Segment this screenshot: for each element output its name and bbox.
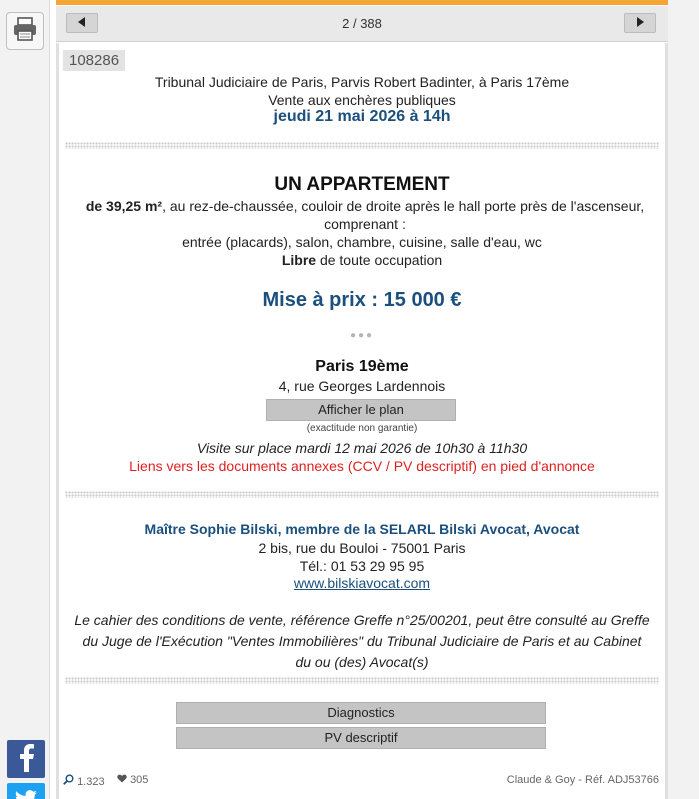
lot-title: UN APPARTEMENT <box>274 174 450 195</box>
pv-descriptif-button[interactable]: PV descriptif <box>176 727 546 749</box>
auction-date: jeudi 21 mai 2026 à 14h <box>273 108 451 125</box>
next-button[interactable] <box>624 13 656 33</box>
print-button[interactable] <box>6 12 44 50</box>
listing-ref-badge: 108286 <box>63 50 125 71</box>
lawyer-phone: Tél.: 01 53 29 95 95 <box>299 558 425 574</box>
twitter-icon <box>14 790 38 799</box>
views-count: 1.323 <box>77 776 105 788</box>
annex-links-note: Liens vers les documents annexes (CCV / PV descriptif) en pied d'annonce <box>129 458 595 474</box>
lot-occupancy <box>59 251 665 269</box>
sale-type-line: Vente aux enchères publiques <box>268 92 456 108</box>
lot-rooms: entrée (placards), salon, chambre, cuisine, salle d'eau, wc <box>182 234 542 250</box>
right-gutter <box>668 0 699 799</box>
visit-info: Visite sur place mardi 12 mai 2026 de 10h30 à 11h30 <box>196 440 528 456</box>
map-disclaimer: (exactitude non garantie) <box>306 423 418 434</box>
facebook-share-button[interactable] <box>7 740 45 778</box>
printer-icon <box>12 17 38 46</box>
lawyer-website-link[interactable]: www.bilskiavocat.com <box>293 575 431 591</box>
magnifier-icon <box>63 776 77 788</box>
diagnostics-button[interactable]: Diagnostics <box>176 702 546 724</box>
publisher-credit: Claude & Goy - Réf. ADJ53766 <box>506 774 659 786</box>
section-divider <box>65 142 659 149</box>
lawyer-website-row <box>59 575 665 593</box>
starting-price: Mise à prix : 15 000 € <box>262 289 462 311</box>
pager-bar <box>56 6 668 42</box>
left-rail <box>0 0 50 799</box>
twitter-share-button[interactable] <box>7 783 45 799</box>
ellipsis-divider: ●●● <box>349 330 375 341</box>
section-divider <box>65 491 659 498</box>
views-stat <box>63 774 105 788</box>
property-city: Paris 19ème <box>315 358 409 375</box>
show-map-button[interactable]: Afficher le plan <box>266 399 456 421</box>
likes-stat <box>117 774 148 786</box>
triangle-right-icon <box>636 14 644 32</box>
court-line: Tribunal Judiciaire de Paris, Parvis Robert Badinter, à Paris 17ème <box>154 74 570 90</box>
section-divider <box>65 677 659 684</box>
current-page: 2 <box>342 16 350 31</box>
listing-card <box>56 43 668 799</box>
counter-separator: / <box>352 16 357 31</box>
occupancy-text: de toute occupation <box>316 252 443 268</box>
occupancy-status: Libre <box>281 252 317 268</box>
top-accent-bar <box>56 0 699 5</box>
heart-icon <box>117 774 130 786</box>
facebook-icon <box>16 742 36 777</box>
lot-description-text: , au rez-de-chaussée, couloir de droite après le hall porte près de l'ascenseur, comprenant : <box>162 198 645 232</box>
lot-description <box>79 197 651 233</box>
lawyer-name: Maître Sophie Bilski, membre de la SELARL Bilski Avocat, Avocat <box>144 521 580 537</box>
page-counter <box>56 16 668 31</box>
listing-footer <box>59 774 665 790</box>
property-address: 4, rue Georges Lardennois <box>278 378 446 394</box>
conditions-notice: Le cahier des conditions de vente, référence Greffe n°25/00201, peut être consulté au Greffe du Juge de l'Exécution "Ventes Immobilières" du Tribunal Judiciaire de Paris et au Cabinet du ou (des) Avocat(s) <box>74 612 650 670</box>
lawyer-address: 2 bis, rue du Bouloi - 75001 Paris <box>258 540 466 556</box>
likes-count: 305 <box>130 774 149 786</box>
lot-area: de 39,25 m² <box>85 198 163 214</box>
total-pages: 388 <box>360 16 382 31</box>
